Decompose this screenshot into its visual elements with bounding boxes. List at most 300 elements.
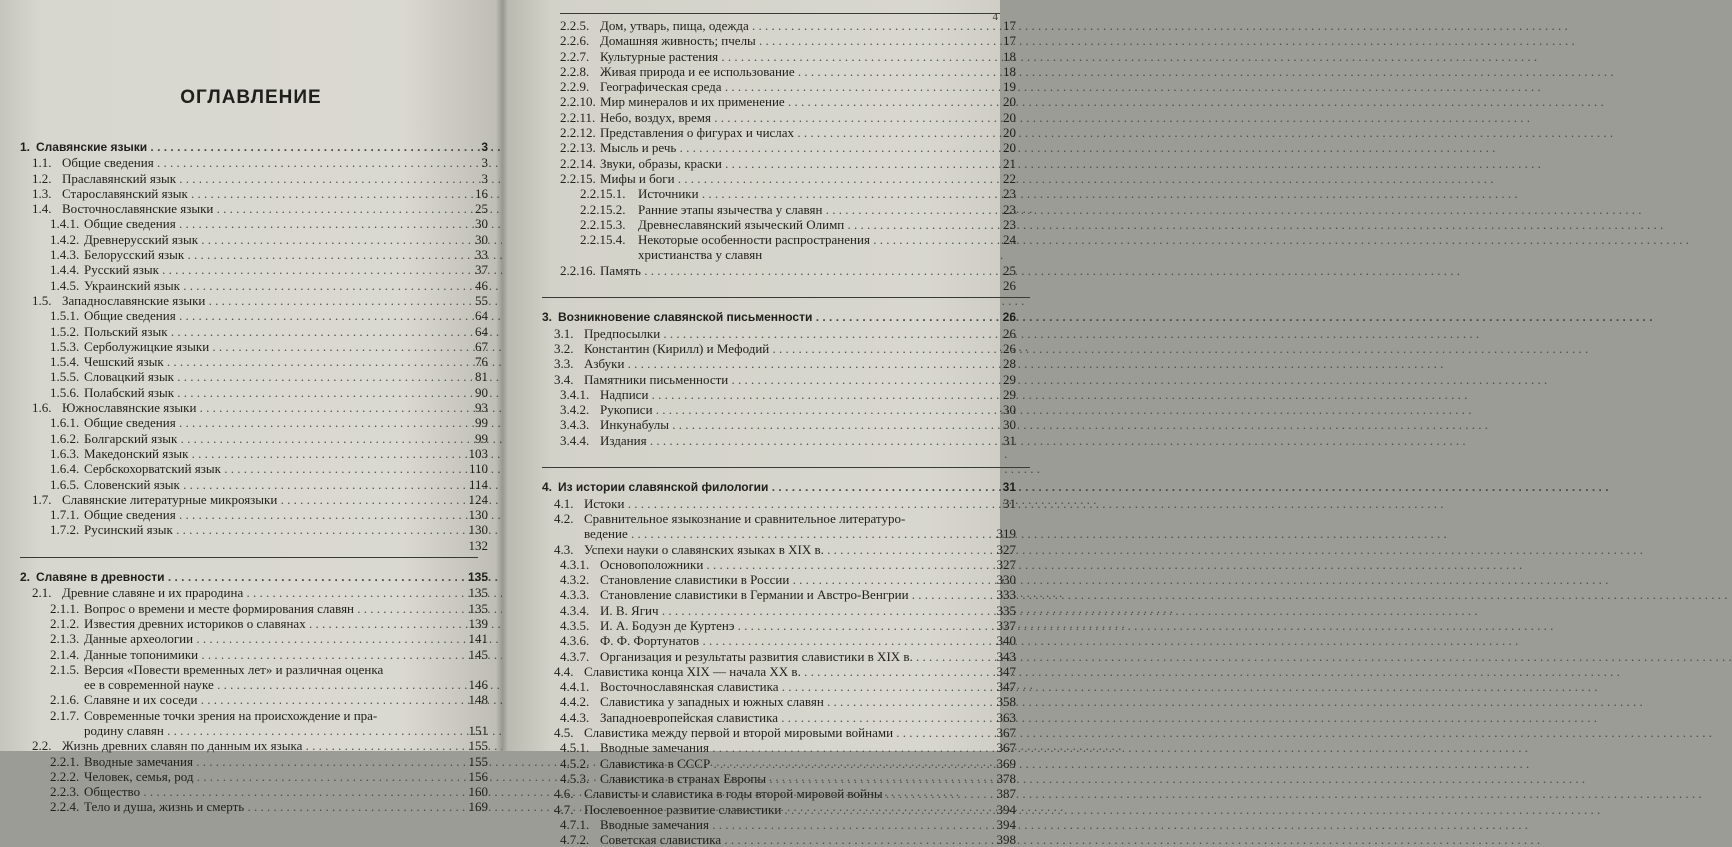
toc-entry-title: Становление славистики в России . . . <box>600 572 968 587</box>
toc-page-number: 387 <box>996 786 1016 802</box>
toc-entry-number: 2.2.3. <box>50 784 80 800</box>
toc-entry[interactable] <box>20 324 492 339</box>
toc-entry-title: Константин (Кирилл) и Мефодий . . . <box>584 341 968 356</box>
toc-page-number: 31 <box>1003 495 1016 511</box>
toc-entry[interactable] <box>20 708 492 723</box>
toc-page-number: 135 <box>468 600 488 616</box>
toc-entry-number: 2.2. <box>32 738 52 754</box>
page-title: ОГЛАВЛЕНИЕ <box>180 87 322 108</box>
toc-entry-title: Память . . . <box>600 263 968 278</box>
toc-entry[interactable] <box>20 155 492 170</box>
toc-entry-title: Вопрос о времени и месте формирования славян . . . <box>84 601 444 616</box>
toc-entry[interactable] <box>542 33 1016 49</box>
toc-page-number: 367 <box>996 725 1016 741</box>
toc-entry-number: 1.6.1. <box>50 415 80 431</box>
toc-entry[interactable] <box>20 477 492 492</box>
toc-entry[interactable] <box>542 247 1000 262</box>
toc-entry-title: Вводные замечания . . . <box>600 817 968 832</box>
toc-entry-number: 4.5.3. <box>560 770 590 786</box>
toc-page-number: 141 <box>468 631 488 647</box>
toc-entry-title: Словенский язык . . . <box>84 477 444 492</box>
toc-entry-number: 2.2.15.1. <box>580 186 626 202</box>
toc-entry-number: 2.1.5. <box>50 661 80 677</box>
toc-entry-title: Общие сведения . . . <box>84 308 444 323</box>
toc-page-number: 22 <box>1003 170 1016 186</box>
toc-entry-number: 2.2.15.4. <box>580 232 626 248</box>
toc-entry[interactable] <box>542 832 1016 847</box>
toc-entry[interactable] <box>20 216 492 231</box>
toc-page-number: 28 <box>1003 356 1016 372</box>
toc-entry-title: Рукописи . . . <box>600 402 968 417</box>
toc-page-number: 93 <box>475 400 488 416</box>
toc-entry-number: 1.4.2. <box>50 231 80 247</box>
toc-entry-number: 2.2.15.3. <box>580 216 626 232</box>
toc-entry-number: 3.4.1. <box>560 386 590 402</box>
toc-entry-title: Славянские литературные микроязыки . . . <box>62 492 444 507</box>
toc-entry-title: Славистика между первой и второй мировыми войнами . . . <box>584 725 968 740</box>
toc-entry-title: Украинский язык . . . <box>84 278 444 293</box>
toc-page-number: 25 <box>475 201 488 217</box>
toc-entry-number: 1.7. <box>32 491 52 507</box>
toc-entry-number: 2.2.6. <box>560 33 590 49</box>
toc-entry-title: Общие сведения . . . <box>84 507 444 522</box>
toc-entry-title: Надписи . . . <box>600 387 968 402</box>
toc-entry-title: Вводные замечания . . . <box>600 740 968 755</box>
toc-entry[interactable] <box>20 784 492 799</box>
toc-entry-title: Древнеславянский языческий Олимп . . . <box>638 217 968 232</box>
toc-entry-title: Дом, утварь, пища, одежда . . . <box>600 18 968 33</box>
toc-page-number: 146 <box>468 677 488 693</box>
toc-entry[interactable] <box>20 186 492 201</box>
toc-entry-number: 2.1.4. <box>50 646 80 662</box>
toc-entry-number: 1.5.2. <box>50 323 80 339</box>
toc-page-number: 135 <box>467 570 488 585</box>
toc-entry[interactable] <box>20 738 492 753</box>
toc-page-number: 155 <box>468 738 488 754</box>
toc-entry-title: Географическая среда . . . <box>600 79 968 94</box>
toc-entry-number: 1.2. <box>32 170 52 186</box>
toc-page-number: 23 <box>1003 216 1016 232</box>
toc-entry-number: 2.2.11. <box>560 109 596 125</box>
toc-page-number: 23 <box>1003 201 1016 217</box>
toc-page-number: 333 <box>996 587 1016 603</box>
toc-entry-number: 2.2.12. <box>560 125 596 141</box>
toc-entry[interactable] <box>20 631 492 646</box>
toc-entry <box>542 278 1016 294</box>
toc-entry-number: 2.1.1. <box>50 600 80 616</box>
toc-page-number: 17 <box>1003 18 1016 33</box>
toc-entry[interactable] <box>20 385 492 400</box>
toc-entry <box>542 448 1000 463</box>
toc-entry[interactable] <box>542 816 1016 832</box>
toc-entry-title: Славистика в СССР . . . <box>600 756 968 771</box>
toc-page-number: 337 <box>996 617 1016 633</box>
toc-page-number: 394 <box>996 816 1016 832</box>
toc-entry[interactable] <box>542 572 1016 588</box>
toc-entry-title: Мир минералов и их применение . . . <box>600 94 968 109</box>
toc-entry-title: Древние славяне и их прародина . . . <box>62 585 444 600</box>
toc-entry-number: 3.3. <box>554 356 574 372</box>
toc-page-number: 363 <box>996 709 1016 725</box>
toc-entry-number: 2.1.6. <box>50 692 80 708</box>
toc-entry-title: Славистика у западных и южных славян . . . <box>600 694 968 709</box>
toc-entry-title: Русинский язык . . . <box>84 522 444 537</box>
toc-entry[interactable] <box>542 709 1016 725</box>
toc-entry[interactable] <box>20 201 492 216</box>
toc-entry[interactable] <box>542 556 1016 572</box>
toc-entry[interactable] <box>20 601 492 616</box>
toc-entry[interactable] <box>542 155 1016 171</box>
toc-entry-number: 3.4. <box>554 371 574 387</box>
toc-page-number: 16 <box>475 185 488 201</box>
toc-entry-number: 2.2.9. <box>560 79 590 95</box>
toc-page-number: 169 <box>468 799 488 815</box>
toc-page-number: 29 <box>1003 371 1016 387</box>
toc-entry-title: Слависты и славистика в годы второй мировой войны . . . <box>584 786 968 801</box>
toc-entry-title: Праславянский язык . . . <box>62 171 444 186</box>
toc-entry-number: 2.2.5. <box>560 18 590 33</box>
toc-entry[interactable] <box>542 725 1016 741</box>
toc-page-number: 148 <box>468 692 488 708</box>
toc-entry-number: 1.6. <box>32 400 52 416</box>
toc-page-number: 330 <box>996 572 1016 588</box>
toc-entry-number: 1. <box>20 140 31 154</box>
right-page <box>502 0 1016 847</box>
toc-entry-number: 4.3.4. <box>560 602 590 618</box>
toc-entry-number: 3.2. <box>554 340 574 356</box>
toc-entry-number: 1.6.4. <box>50 461 80 477</box>
toc-entry[interactable] <box>542 79 1016 95</box>
toc-entry-title: Основоположники . . . <box>600 557 968 572</box>
toc-entry[interactable] <box>20 692 492 707</box>
toc-entry-title: Чешский язык . . . <box>84 354 444 369</box>
book-gutter <box>496 0 508 751</box>
toc-entry-title: Общие сведения . . . <box>84 216 444 231</box>
toc-entry-title: Общие сведения . . . <box>84 415 444 430</box>
toc-entry-title: Общие сведения . . . <box>62 155 444 170</box>
toc-entry-title: Небо, воздух, время . . . <box>600 110 968 125</box>
toc-entry-title: Общество . . . <box>84 784 444 799</box>
toc-entry[interactable] <box>20 400 492 415</box>
toc-page-number: 81 <box>475 369 488 385</box>
toc-page-number: 398 <box>996 832 1016 847</box>
toc-entry[interactable] <box>542 541 1016 557</box>
toc-entry-number: 2.2.4. <box>50 799 80 815</box>
toc-entry-title: Становление славистики в Германии и Австро-Венгрии . . . <box>600 587 968 602</box>
toc-entry-title: Данные археологии . . . <box>84 631 444 646</box>
toc-entry-title: Славистика в странах Европы . . . <box>600 771 968 786</box>
toc-page-number: 319 <box>996 526 1016 542</box>
toc-entry[interactable] <box>542 356 1016 372</box>
header-rule <box>560 11 1000 23</box>
toc-entry-number: 2. <box>20 570 31 585</box>
toc-page-number: 18 <box>1003 63 1016 79</box>
toc-entry-title: Инкунабулы . . . <box>600 417 968 432</box>
toc-page-number: 26 <box>1003 340 1016 356</box>
toc-entry[interactable] <box>542 371 1016 387</box>
toc-entry-number: 4.3.5. <box>560 617 590 633</box>
toc-page-number: 145 <box>468 646 488 662</box>
toc-page-number: 358 <box>996 694 1016 710</box>
toc-entry[interactable] <box>542 694 1016 710</box>
toc-entry[interactable] <box>20 446 492 461</box>
toc-entry[interactable] <box>542 170 1016 186</box>
toc-page-number: 25 <box>1003 262 1016 278</box>
toc-page-number: 76 <box>475 354 488 370</box>
toc-entry[interactable] <box>20 769 492 784</box>
toc-entry-title: Из истории славянской филологии . . . <box>558 480 968 495</box>
toc-entry-title: ее в современной науке . . . <box>84 677 444 692</box>
toc-entry[interactable] <box>542 617 1016 633</box>
toc-entry[interactable] <box>542 262 1016 278</box>
toc-entry-title: Жизнь древних славян по данным их языка . . . <box>62 738 444 753</box>
toc-entry[interactable] <box>20 247 492 262</box>
toc-right <box>542 18 1016 847</box>
toc-entry[interactable] <box>542 186 1016 202</box>
toc-entry[interactable] <box>542 663 1016 679</box>
toc-entry[interactable] <box>20 171 492 186</box>
toc-entry-number: 4.7. <box>554 801 574 817</box>
toc-entry-number: 2.2.16. <box>560 262 596 278</box>
toc-page-number: 23 <box>1003 186 1016 202</box>
toc-entry-title: Славянские языки . . . <box>36 140 444 155</box>
toc-page-number: 31 <box>1003 432 1016 448</box>
toc-entry-title: Ранние этапы язычества у славян . . . <box>638 202 968 217</box>
toc-entry[interactable] <box>542 125 1016 141</box>
toc-entry-number: 2.1.3. <box>50 631 80 647</box>
toc-entry-title: Данные топонимики . . . <box>84 647 444 662</box>
toc-entry[interactable] <box>542 587 1016 603</box>
toc-page-number: 327 <box>996 556 1016 572</box>
toc-entry-number: 4.4.2. <box>560 694 590 710</box>
toc-entry[interactable] <box>20 492 492 507</box>
toc-entry[interactable] <box>20 754 492 769</box>
toc-entry-title: Живая природа и ее использование . . . <box>600 64 968 79</box>
toc-entry[interactable] <box>542 679 1016 695</box>
toc-page-number: 30 <box>1003 402 1016 418</box>
toc-entry-title: Славистика конца XIX — начала XX в. . . . <box>584 664 968 679</box>
toc-entry-number: 2.1. <box>32 585 52 601</box>
toc-entry-title: родину славян . . . <box>84 723 444 738</box>
toc-page-number: 46 <box>475 277 488 293</box>
toc-entry-title: Версия «Повести временных лет» и различная оценка <box>84 661 384 677</box>
section-divider <box>542 297 1030 298</box>
toc-entry[interactable] <box>542 48 1016 64</box>
toc-entry-title: Мысль и речь . . . <box>600 140 968 155</box>
toc-page-number: 130 <box>468 522 488 538</box>
toc-page-number: 20 <box>1003 125 1016 141</box>
toc-entry-number: 4.2. <box>554 510 574 526</box>
toc-entry[interactable] <box>542 340 1016 356</box>
toc-entry-title: Домашняя живность; пчелы . . . <box>600 33 968 48</box>
toc-entry[interactable] <box>20 415 492 430</box>
toc-page-number: 335 <box>996 602 1016 618</box>
toc-entry[interactable] <box>20 662 492 677</box>
toc-entry-title: Успехи науки о славянских языках в XIX в. . . . <box>584 542 968 557</box>
page-number: 4 <box>992 11 998 23</box>
toc-entry-number: 1.6.5. <box>50 476 80 492</box>
toc-page-number: 103 <box>468 445 488 461</box>
toc-page-number: 20 <box>1003 94 1016 110</box>
toc-entry-title: ведение . . . <box>584 526 968 541</box>
toc-entry-number: 4.7.1. <box>560 816 590 832</box>
toc-entry[interactable] <box>542 801 1016 817</box>
toc-entry-number: 1.4.5. <box>50 277 80 293</box>
toc-entry[interactable] <box>20 799 492 814</box>
toc-entry[interactable] <box>542 216 1016 232</box>
toc-page-number: 33 <box>475 247 488 263</box>
toc-page-number: 19 <box>1003 79 1016 95</box>
toc-entry[interactable] <box>542 201 1016 217</box>
toc-entry-number: 1.5.6. <box>50 384 80 400</box>
toc-entry[interactable] <box>542 786 1016 802</box>
toc-entry[interactable] <box>542 511 1000 526</box>
toc-page-number: 155 <box>468 753 488 769</box>
toc-entry[interactable] <box>542 432 1016 448</box>
toc-entry-title: Ф. Ф. Фортунатов . . . <box>600 633 968 648</box>
toc-entry-number: 4.4.1. <box>560 679 590 695</box>
toc-entry[interactable] <box>20 522 492 537</box>
toc-entry[interactable] <box>20 616 492 631</box>
toc-entry-title: Македонский язык . . . <box>84 446 444 461</box>
toc-page-number: 3 <box>481 155 488 171</box>
toc-chapter-entry[interactable] <box>542 310 1016 325</box>
toc-entry[interactable] <box>542 94 1016 110</box>
toc-entry-number: 1.6.3. <box>50 445 80 461</box>
toc-entry[interactable] <box>542 386 1016 402</box>
toc-page-number: 327 <box>996 541 1016 557</box>
toc-entry-title: Сербскохорватский язык . . . <box>84 461 444 476</box>
toc-entry-title: Источники . . . <box>638 186 968 201</box>
toc-entry-number: 4.6. <box>554 786 574 802</box>
toc-entry-number: 4. <box>542 480 553 495</box>
toc-page-number: 21 <box>1003 155 1016 171</box>
toc-page-number: 343 <box>996 648 1016 664</box>
toc-entry-title: Тело и душа, жизнь и смерть . . . <box>84 799 444 814</box>
toc-entry[interactable] <box>542 740 1016 756</box>
toc-entry-title: Возникновение славянской письменности . . . <box>558 310 968 325</box>
toc-entry[interactable] <box>542 770 1016 786</box>
toc-entry-title: Болгарский язык . . . <box>84 431 444 446</box>
toc-entry[interactable] <box>542 495 1016 511</box>
toc-entry[interactable] <box>20 278 492 293</box>
toc-entry-number: 1.5.1. <box>50 308 80 324</box>
toc-chapter-entry[interactable] <box>20 570 492 585</box>
toc-entry[interactable] <box>542 526 1016 542</box>
toc-entry[interactable] <box>20 431 492 446</box>
toc-page-number: 369 <box>996 755 1016 771</box>
toc-entry-title: Русский язык . . . <box>84 262 444 277</box>
toc-entry-number: 4.3. <box>554 541 574 557</box>
toc-entry-number: 3.4.4. <box>560 432 590 448</box>
toc-entry-title: Древнерусский язык . . . <box>84 232 444 247</box>
toc-entry-title: Памятники письменности . . . <box>584 372 968 387</box>
toc-entry-title: Восточнославянские языки . . . <box>62 201 444 216</box>
toc-entry[interactable] <box>542 63 1016 79</box>
toc-entry[interactable] <box>20 354 492 369</box>
toc-page-number: 347 <box>996 679 1016 695</box>
toc-entry-number: 4.4. <box>554 663 574 679</box>
toc-entry[interactable] <box>542 755 1016 771</box>
toc-page-number: 378 <box>996 770 1016 786</box>
toc-page-number: 139 <box>468 615 488 631</box>
toc-page-number: 99 <box>475 430 488 446</box>
toc-entry-title: Восточнославянская славистика . . . <box>600 679 968 694</box>
toc-entry-title: Послевоенное развитие славистики . . . <box>584 802 968 817</box>
toc-page-number: 132 <box>468 537 488 553</box>
toc-entry[interactable] <box>542 417 1016 433</box>
toc-entry[interactable] <box>542 633 1016 649</box>
toc-entry-title: христианства у славян <box>638 247 763 263</box>
toc-entry[interactable] <box>20 339 492 354</box>
toc-entry-number: 4.5.2. <box>560 755 590 771</box>
toc-entry-number: 1.6.2. <box>50 430 80 446</box>
toc-entry[interactable] <box>542 232 1016 248</box>
toc-entry[interactable] <box>542 140 1016 156</box>
toc-entry-title: Звуки, образы, краски . . . <box>600 156 968 171</box>
toc-entry[interactable] <box>542 18 1016 33</box>
toc-entry-number: 2.2.13. <box>560 140 596 156</box>
toc-page-number: 64 <box>475 308 488 324</box>
toc-entry[interactable] <box>542 402 1016 418</box>
toc-page-number: 160 <box>468 784 488 800</box>
toc-entry-number: 4.7.2. <box>560 832 590 847</box>
toc-entry[interactable] <box>20 723 492 738</box>
toc-entry-title: Современные точки зрения на происхождение и пра- <box>84 707 378 723</box>
toc-page-number: 156 <box>468 768 488 784</box>
toc-entry[interactable] <box>542 602 1016 618</box>
toc-entry-title: Западнославянские языки . . . <box>62 293 444 308</box>
toc-entry-title: Известия древних историков о славянах . . . <box>84 616 444 631</box>
toc-entry-number: 2.2.8. <box>560 63 590 79</box>
toc-entry-title: Советская славистика . . . <box>600 832 968 847</box>
toc-entry-number: 3.4.2. <box>560 402 590 418</box>
toc-entry-number: 1.3. <box>32 185 52 201</box>
toc-entry[interactable] <box>542 648 1016 664</box>
toc-entry-title: И. В. Ягич . . . <box>600 603 968 618</box>
toc-page-number: 31 <box>1002 480 1016 495</box>
toc-entry[interactable] <box>20 262 492 277</box>
toc-entry[interactable] <box>20 232 492 247</box>
toc-entry[interactable] <box>20 507 492 522</box>
toc-entry-number: 1.4.3. <box>50 247 80 263</box>
toc-entry-number: 4.3.7. <box>560 648 590 664</box>
toc-chapter-entry[interactable] <box>20 140 492 155</box>
toc-entry-number: 4.5.1. <box>560 740 590 756</box>
toc-chapter-entry[interactable] <box>542 480 1016 495</box>
toc-entry[interactable] <box>20 369 492 384</box>
toc-entry[interactable] <box>20 461 492 476</box>
toc-entry[interactable] <box>20 647 492 662</box>
left-page <box>0 0 502 815</box>
toc-entry[interactable] <box>542 325 1016 341</box>
toc-entry-title: Серболужицкие языки . . . <box>84 339 444 354</box>
toc-entry-title: Старославянский язык . . . <box>62 186 444 201</box>
toc-entry-number: 1.5. <box>32 292 52 308</box>
toc-entry[interactable] <box>20 677 492 692</box>
toc-page-number: 64 <box>475 323 488 339</box>
toc-entry[interactable] <box>542 109 1016 125</box>
toc-entry-title: Полабский язык . . . <box>84 385 444 400</box>
toc-entry[interactable] <box>20 585 492 600</box>
toc-page-number: 394 <box>996 801 1016 817</box>
toc-page-number: 3 <box>481 140 488 154</box>
toc-left <box>20 140 492 815</box>
toc-entry-title: Вводные замечания . . . <box>84 754 444 769</box>
toc-entry[interactable] <box>20 293 492 308</box>
toc-entry[interactable] <box>20 308 492 323</box>
toc-entry-number: 2.2.15. <box>560 170 596 186</box>
